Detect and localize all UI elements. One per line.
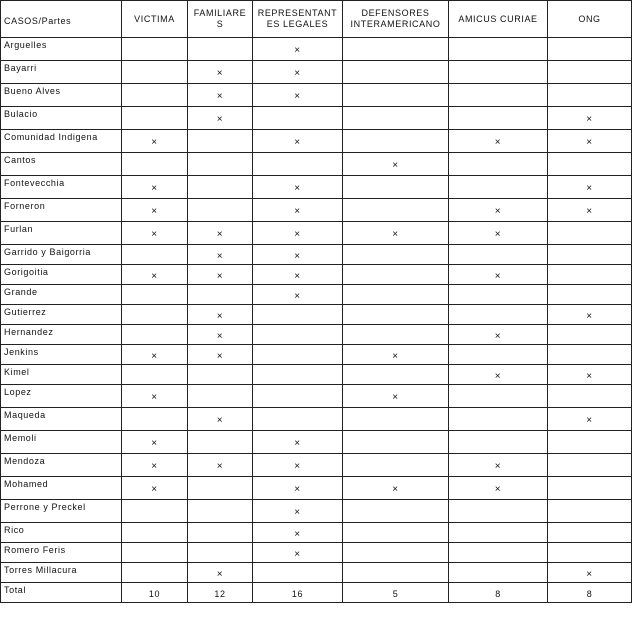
table-row bbox=[1, 563, 632, 583]
cell-mark bbox=[548, 285, 632, 305]
header-ong: ONG bbox=[548, 1, 632, 38]
cell-mark: × bbox=[548, 365, 632, 385]
cell-mark bbox=[449, 345, 548, 365]
cell-mark bbox=[122, 543, 188, 563]
cell-mark: × bbox=[253, 130, 343, 153]
cell-mark bbox=[122, 365, 188, 385]
cell-mark bbox=[343, 265, 449, 285]
total-value: 8 bbox=[548, 583, 632, 603]
header-familiares: FAMILIARE S bbox=[188, 1, 253, 38]
cell-mark: × bbox=[253, 222, 343, 245]
table-row bbox=[1, 84, 632, 107]
table-row bbox=[1, 130, 632, 153]
cell-mark: × bbox=[188, 84, 253, 107]
cell-mark bbox=[548, 543, 632, 563]
cell-mark: × bbox=[188, 408, 253, 431]
cell-mark: × bbox=[343, 153, 449, 176]
cell-mark bbox=[449, 107, 548, 130]
cell-mark bbox=[253, 365, 343, 385]
cell-mark bbox=[449, 61, 548, 84]
cell-mark: × bbox=[122, 431, 188, 454]
table-body bbox=[1, 38, 632, 603]
cell-mark: × bbox=[548, 305, 632, 325]
cell-mark: × bbox=[449, 454, 548, 477]
cell-mark: × bbox=[253, 245, 343, 265]
case-name: Gorigoitia bbox=[1, 265, 122, 285]
header-representantes-legales: REPRESENTANT ES LEGALES bbox=[253, 1, 343, 38]
cell-mark: × bbox=[122, 345, 188, 365]
cell-mark bbox=[188, 38, 253, 61]
table-row bbox=[1, 365, 632, 385]
cell-mark bbox=[449, 408, 548, 431]
table-row bbox=[1, 176, 632, 199]
cell-mark bbox=[548, 38, 632, 61]
cell-mark bbox=[343, 199, 449, 222]
table-row bbox=[1, 153, 632, 176]
cell-mark: × bbox=[449, 365, 548, 385]
cell-mark bbox=[122, 38, 188, 61]
table-row bbox=[1, 245, 632, 265]
cell-mark: × bbox=[253, 38, 343, 61]
cell-mark: × bbox=[188, 61, 253, 84]
cell-mark: × bbox=[122, 176, 188, 199]
case-name: Furlan bbox=[1, 222, 122, 245]
case-name: Forneron bbox=[1, 199, 122, 222]
total-value: 5 bbox=[343, 583, 449, 603]
table-row bbox=[1, 199, 632, 222]
cell-mark: × bbox=[253, 543, 343, 563]
case-name: Lopez bbox=[1, 385, 122, 408]
case-name: Kimel bbox=[1, 365, 122, 385]
cell-mark: × bbox=[188, 107, 253, 130]
cell-mark bbox=[188, 543, 253, 563]
cell-mark: × bbox=[253, 199, 343, 222]
cell-mark: × bbox=[449, 130, 548, 153]
case-name: Arguelles bbox=[1, 38, 122, 61]
cell-mark bbox=[548, 385, 632, 408]
cell-mark bbox=[449, 176, 548, 199]
total-value: 12 bbox=[188, 583, 253, 603]
case-name: Perrone y Preckel bbox=[1, 500, 122, 523]
case-name: Memoli bbox=[1, 431, 122, 454]
cell-mark bbox=[122, 107, 188, 130]
cell-mark bbox=[548, 345, 632, 365]
case-name: Cantos bbox=[1, 153, 122, 176]
case-name: Romero Feris bbox=[1, 543, 122, 563]
case-name: Bueno Alves bbox=[1, 84, 122, 107]
cell-mark: × bbox=[253, 61, 343, 84]
cell-mark: × bbox=[548, 107, 632, 130]
cell-mark bbox=[343, 365, 449, 385]
case-name: Grande bbox=[1, 285, 122, 305]
cell-mark bbox=[449, 84, 548, 107]
cell-mark: × bbox=[122, 199, 188, 222]
cell-mark: × bbox=[188, 222, 253, 245]
cell-mark: × bbox=[449, 477, 548, 500]
cell-mark: × bbox=[188, 305, 253, 325]
cell-mark bbox=[343, 408, 449, 431]
cell-mark: × bbox=[188, 265, 253, 285]
cell-mark bbox=[548, 265, 632, 285]
header-amicus-curiae: AMICUS CURIAE bbox=[449, 1, 548, 38]
total-value: 8 bbox=[449, 583, 548, 603]
cell-mark: × bbox=[122, 265, 188, 285]
cell-mark bbox=[343, 107, 449, 130]
cell-mark: × bbox=[253, 454, 343, 477]
header-row bbox=[1, 1, 632, 38]
cell-mark bbox=[188, 477, 253, 500]
cell-mark bbox=[122, 563, 188, 583]
cell-mark: × bbox=[188, 345, 253, 365]
case-name: Mendoza bbox=[1, 454, 122, 477]
cell-mark bbox=[449, 500, 548, 523]
header-defensores-interamericano: DEFENSORES INTERAMERICANO bbox=[343, 1, 449, 38]
table-row bbox=[1, 38, 632, 61]
table-row bbox=[1, 285, 632, 305]
cell-mark: × bbox=[253, 523, 343, 543]
table-row bbox=[1, 107, 632, 130]
case-name: Garrido y Baigorria bbox=[1, 245, 122, 265]
table-row bbox=[1, 345, 632, 365]
cell-mark bbox=[343, 454, 449, 477]
cell-mark bbox=[188, 385, 253, 408]
cell-mark bbox=[188, 176, 253, 199]
cell-mark: × bbox=[253, 477, 343, 500]
cell-mark bbox=[253, 385, 343, 408]
cell-mark bbox=[449, 385, 548, 408]
cell-mark bbox=[343, 563, 449, 583]
cell-mark bbox=[449, 523, 548, 543]
cell-mark: × bbox=[188, 325, 253, 345]
table-row bbox=[1, 431, 632, 454]
cell-mark: × bbox=[449, 325, 548, 345]
case-name: Gutierrez bbox=[1, 305, 122, 325]
cell-mark bbox=[122, 285, 188, 305]
cell-mark: × bbox=[122, 477, 188, 500]
cell-mark: × bbox=[253, 176, 343, 199]
cell-mark: × bbox=[122, 222, 188, 245]
cell-mark bbox=[188, 523, 253, 543]
cell-mark: × bbox=[122, 454, 188, 477]
cell-mark: × bbox=[253, 431, 343, 454]
case-name: Torres Millacura bbox=[1, 563, 122, 583]
cell-mark: × bbox=[548, 176, 632, 199]
cell-mark bbox=[343, 176, 449, 199]
cell-mark: × bbox=[548, 199, 632, 222]
cell-mark: × bbox=[253, 84, 343, 107]
cell-mark bbox=[449, 431, 548, 454]
case-name: Fontevecchia bbox=[1, 176, 122, 199]
cell-mark bbox=[449, 153, 548, 176]
table-row bbox=[1, 325, 632, 345]
table-row bbox=[1, 477, 632, 500]
cell-mark: × bbox=[343, 385, 449, 408]
cell-mark bbox=[122, 500, 188, 523]
cell-mark bbox=[122, 305, 188, 325]
cell-mark: × bbox=[548, 408, 632, 431]
case-name: Hernandez bbox=[1, 325, 122, 345]
table-row bbox=[1, 385, 632, 408]
cell-mark bbox=[449, 38, 548, 61]
cell-mark bbox=[188, 199, 253, 222]
cell-mark: × bbox=[188, 245, 253, 265]
cell-mark: × bbox=[188, 563, 253, 583]
cell-mark bbox=[343, 285, 449, 305]
cell-mark: × bbox=[548, 563, 632, 583]
total-row bbox=[1, 583, 632, 603]
cell-mark bbox=[343, 523, 449, 543]
cell-mark bbox=[548, 454, 632, 477]
case-name: Comunidad Indigena bbox=[1, 130, 122, 153]
cell-mark bbox=[343, 305, 449, 325]
cell-mark bbox=[343, 500, 449, 523]
cell-mark bbox=[343, 61, 449, 84]
cell-mark bbox=[188, 431, 253, 454]
cell-mark bbox=[343, 84, 449, 107]
case-name: Jenkins bbox=[1, 345, 122, 365]
cell-mark bbox=[122, 61, 188, 84]
cell-mark bbox=[449, 285, 548, 305]
case-name: Bulacio bbox=[1, 107, 122, 130]
table-row bbox=[1, 454, 632, 477]
cell-mark bbox=[122, 523, 188, 543]
cell-mark bbox=[343, 245, 449, 265]
cell-mark bbox=[548, 431, 632, 454]
case-name: Maqueda bbox=[1, 408, 122, 431]
cell-mark bbox=[548, 325, 632, 345]
total-value: 10 bbox=[122, 583, 188, 603]
cell-mark bbox=[548, 245, 632, 265]
cell-mark bbox=[188, 365, 253, 385]
cell-mark bbox=[253, 325, 343, 345]
total-value: 16 bbox=[253, 583, 343, 603]
total-label: Total bbox=[1, 583, 122, 603]
cell-mark bbox=[253, 345, 343, 365]
cell-mark: × bbox=[122, 385, 188, 408]
cell-mark bbox=[343, 38, 449, 61]
cell-mark: × bbox=[343, 222, 449, 245]
cell-mark bbox=[253, 408, 343, 431]
cell-mark: × bbox=[253, 285, 343, 305]
cell-mark: × bbox=[343, 345, 449, 365]
cell-mark bbox=[122, 84, 188, 107]
cell-mark bbox=[548, 61, 632, 84]
table-row bbox=[1, 543, 632, 563]
cell-mark bbox=[122, 325, 188, 345]
cell-mark: × bbox=[548, 130, 632, 153]
cell-mark bbox=[188, 285, 253, 305]
table-row bbox=[1, 265, 632, 285]
cell-mark bbox=[449, 305, 548, 325]
cell-mark bbox=[548, 523, 632, 543]
cell-mark bbox=[449, 563, 548, 583]
cell-mark: × bbox=[188, 454, 253, 477]
header-victima: VICTIMA bbox=[122, 1, 188, 38]
cell-mark: × bbox=[449, 222, 548, 245]
cell-mark: × bbox=[122, 130, 188, 153]
cell-mark: × bbox=[343, 477, 449, 500]
cell-mark: × bbox=[449, 265, 548, 285]
cell-mark: × bbox=[449, 199, 548, 222]
cell-mark: × bbox=[253, 500, 343, 523]
cell-mark bbox=[343, 130, 449, 153]
table-row bbox=[1, 408, 632, 431]
case-name: Bayarri bbox=[1, 61, 122, 84]
cell-mark bbox=[343, 325, 449, 345]
case-name: Rico bbox=[1, 523, 122, 543]
header-casos: CASOS/Partes bbox=[1, 1, 122, 38]
cell-mark bbox=[449, 543, 548, 563]
table-row bbox=[1, 222, 632, 245]
cell-mark: × bbox=[253, 265, 343, 285]
cell-mark bbox=[548, 500, 632, 523]
cell-mark bbox=[449, 245, 548, 265]
cell-mark bbox=[188, 500, 253, 523]
cell-mark bbox=[343, 543, 449, 563]
cell-mark bbox=[122, 245, 188, 265]
table-row bbox=[1, 305, 632, 325]
table-row bbox=[1, 500, 632, 523]
cell-mark bbox=[253, 563, 343, 583]
cell-mark bbox=[122, 153, 188, 176]
table-row bbox=[1, 61, 632, 84]
table-row bbox=[1, 523, 632, 543]
cell-mark bbox=[253, 153, 343, 176]
case-name: Mohamed bbox=[1, 477, 122, 500]
cell-mark bbox=[253, 305, 343, 325]
cell-mark bbox=[548, 84, 632, 107]
cell-mark bbox=[548, 477, 632, 500]
cell-mark bbox=[343, 431, 449, 454]
cell-mark bbox=[548, 153, 632, 176]
cell-mark bbox=[253, 107, 343, 130]
cell-mark bbox=[548, 222, 632, 245]
cell-mark bbox=[122, 408, 188, 431]
cell-mark bbox=[188, 130, 253, 153]
cell-mark bbox=[188, 153, 253, 176]
